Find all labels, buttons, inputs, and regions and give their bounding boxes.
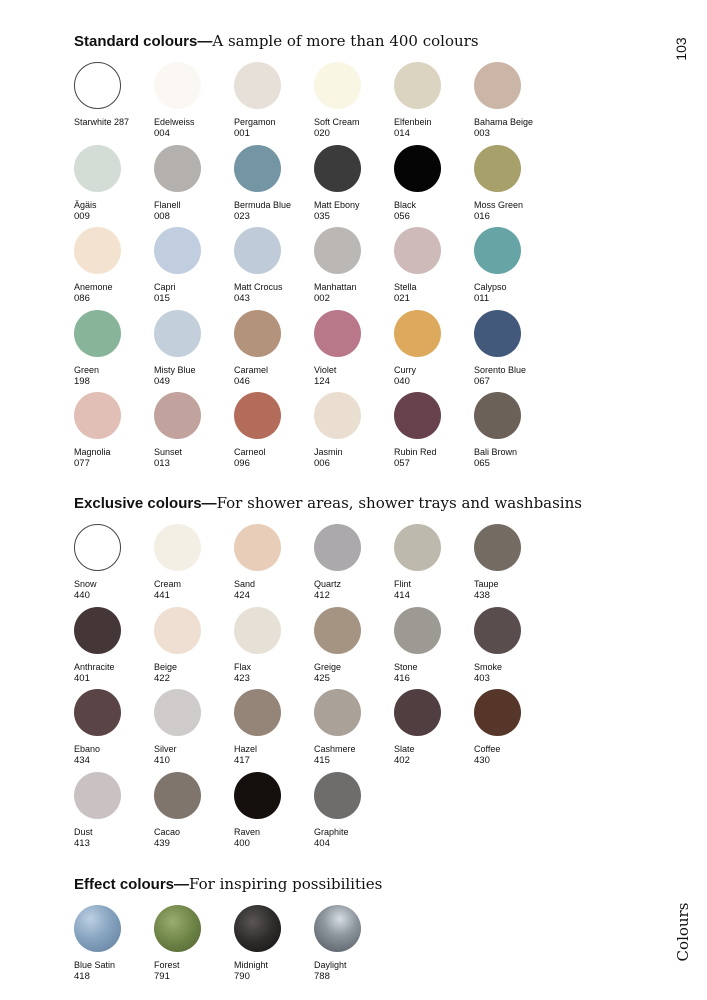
colour-name: Bermuda Blue (234, 199, 292, 210)
colour-code: 002 (314, 293, 330, 304)
colour-code: 441 (154, 590, 170, 601)
colour-name: Sunset (154, 447, 183, 457)
colour-code: 043 (234, 293, 250, 304)
colour-sample-circle (154, 772, 201, 819)
standard-colours-section (74, 31, 534, 482)
colour-code: 046 (234, 375, 250, 387)
colour-sample-circle (74, 905, 121, 952)
colour-code: 077 (74, 458, 90, 469)
colour-sample-circle (474, 392, 521, 439)
colour-swatch (394, 689, 474, 767)
colour-name: Misty Blue (154, 364, 196, 375)
colour-swatch (74, 689, 154, 767)
colour-sample-circle (154, 905, 201, 952)
colour-sample-circle (314, 392, 361, 439)
colour-swatch (154, 227, 234, 305)
colour-sample-circle (314, 145, 361, 192)
colour-code: 086 (74, 293, 90, 304)
colour-sample-circle (314, 607, 361, 654)
colour-swatch (154, 310, 234, 388)
colour-swatch (234, 607, 314, 685)
colour-name: Sand (234, 579, 256, 589)
colour-name: Dust (74, 826, 93, 837)
colour-code: 439 (154, 837, 170, 849)
colour-name: Matt Ebony (314, 199, 360, 210)
colour-swatch (474, 524, 554, 602)
colour-sample-circle (394, 310, 441, 357)
colour-code: 096 (234, 458, 250, 469)
colour-name: Cashmere (314, 744, 356, 754)
colour-code: 009 (74, 210, 90, 222)
colour-swatch (314, 524, 394, 602)
colour-name: Starwhite 287 (74, 117, 130, 127)
colour-sample-circle (394, 392, 441, 439)
colour-sample-circle (74, 392, 121, 439)
colour-sample-circle (234, 310, 281, 357)
colour-name: Anemone (74, 282, 113, 292)
colour-swatch (314, 145, 394, 223)
colour-swatch (234, 310, 314, 388)
colour-code: 791 (154, 971, 170, 982)
colour-name: Hazel (234, 744, 258, 754)
colour-swatch (314, 62, 394, 140)
colour-name: Violet (314, 364, 337, 375)
colour-name: Black (394, 199, 417, 210)
colour-code: 417 (234, 755, 250, 766)
colour-swatch (394, 607, 474, 685)
colour-swatch (474, 607, 554, 685)
colour-name: Matt Crocus (234, 282, 283, 292)
colour-sample-circle (234, 689, 281, 736)
colour-name: Pergamon (234, 117, 276, 127)
colour-swatch (154, 772, 234, 850)
colour-swatch (74, 905, 154, 983)
colour-name: Jasmin (314, 447, 343, 457)
colour-code: 001 (234, 128, 250, 139)
exclusive-colours-section (74, 493, 582, 864)
colour-swatch (314, 689, 394, 767)
colour-swatch (74, 524, 154, 602)
colour-swatch (394, 392, 474, 470)
section-side-label: Colours (674, 902, 692, 962)
colour-sample-circle (74, 62, 121, 109)
colour-swatch (74, 227, 154, 305)
colour-name: Coffee (474, 744, 501, 754)
colour-sample-circle (74, 310, 121, 357)
colour-swatch (314, 607, 394, 685)
colour-name: Daylight (314, 960, 347, 970)
colour-sample-circle (394, 524, 441, 571)
colour-sample-circle (394, 62, 441, 109)
section-title (74, 874, 382, 895)
colour-sample-circle (394, 689, 441, 736)
colour-sample-circle (74, 689, 121, 736)
colour-code: 198 (74, 375, 90, 387)
colour-swatch (234, 689, 314, 767)
colour-sample-circle (154, 62, 201, 109)
colour-sample-circle (74, 772, 121, 819)
colour-sample-circle (474, 310, 521, 357)
colour-name: Moss Green (474, 199, 524, 210)
colour-code: 790 (234, 971, 250, 982)
section-title (74, 493, 582, 514)
colour-name: Blue Satin (74, 960, 116, 970)
colour-name: Anthracite (74, 661, 115, 672)
colour-code: 057 (394, 458, 410, 469)
colour-sample-circle (74, 607, 121, 654)
colour-swatch (154, 62, 234, 140)
colour-swatch (234, 905, 314, 983)
colour-code: 425 (314, 672, 330, 684)
colour-sample-circle (474, 524, 521, 571)
section-title-subtitle: A sample of more than 400 colours (212, 32, 479, 50)
colour-swatch (74, 310, 154, 388)
colour-swatch (74, 607, 154, 685)
colour-code: 424 (234, 590, 250, 601)
colour-code: 011 (474, 293, 490, 304)
colour-code: 015 (154, 293, 170, 304)
colour-code: 438 (474, 590, 490, 601)
colour-name: Raven (234, 826, 261, 837)
colour-sample-circle (234, 62, 281, 109)
colour-sample-circle (314, 689, 361, 736)
colour-code: 415 (314, 755, 330, 766)
colour-code: 401 (74, 672, 90, 684)
colour-sample-circle (314, 772, 361, 819)
colour-name: Greige (314, 661, 342, 672)
colour-sample-circle (234, 607, 281, 654)
section-title-strong: Standard colours— (74, 33, 213, 50)
colour-name: Forest (154, 960, 180, 970)
colour-sample-circle (154, 607, 201, 654)
colour-name: Soft Cream (314, 117, 360, 127)
colour-swatch (394, 310, 474, 388)
colour-name: Rubin Red (394, 447, 437, 457)
colour-swatch (234, 227, 314, 305)
colour-sample-circle (234, 145, 281, 192)
colour-name: Flint (394, 579, 412, 589)
colour-code: 014 (394, 128, 410, 139)
colour-swatch (314, 905, 394, 983)
colour-name: Stone (394, 661, 418, 672)
colour-swatch (154, 905, 234, 983)
swatch-grid (74, 62, 534, 482)
colour-code: 423 (234, 672, 250, 684)
colour-swatch (154, 689, 234, 767)
effect-colours-section (74, 874, 382, 985)
colour-swatch (394, 524, 474, 602)
colour-swatch (474, 62, 554, 140)
colour-code: 021 (394, 293, 410, 304)
colour-code: 788 (314, 971, 330, 982)
colour-sample-circle (74, 227, 121, 274)
colour-name: Midnight (234, 960, 269, 970)
colour-name: Curry (394, 364, 416, 375)
colour-name: Manhattan (314, 282, 357, 292)
colour-name: Edelweiss (154, 117, 195, 127)
colour-sample-circle (234, 392, 281, 439)
colour-swatch (74, 772, 154, 850)
colour-sample-circle (474, 145, 521, 192)
colour-code: 020 (314, 128, 330, 139)
colour-sample-circle (234, 227, 281, 274)
colour-swatch (394, 227, 474, 305)
colour-name: Cacao (154, 826, 181, 837)
colour-swatch (474, 310, 554, 388)
colour-name: Stella (394, 282, 417, 292)
colour-code: 413 (74, 837, 90, 849)
colour-name: Elfenbein (394, 117, 432, 127)
colour-sample-circle (394, 145, 441, 192)
section-title (74, 31, 479, 52)
colour-name: Ägäis (74, 199, 97, 210)
colour-swatch (154, 524, 234, 602)
colour-code: 067 (474, 375, 490, 387)
colour-sample-circle (154, 227, 201, 274)
colour-name: Beige (154, 661, 178, 672)
colour-code: 440 (74, 590, 90, 601)
colour-sample-circle (74, 145, 121, 192)
colour-code: 403 (474, 672, 490, 684)
colour-code: 006 (314, 458, 330, 469)
colour-sample-circle (394, 607, 441, 654)
colour-swatch (74, 145, 154, 223)
colour-name: Slate (394, 744, 415, 754)
colour-swatch (234, 62, 314, 140)
colour-sample-circle (154, 392, 201, 439)
colour-swatch (234, 524, 314, 602)
colour-swatch (474, 392, 554, 470)
colour-sample-circle (394, 227, 441, 274)
colour-swatch (314, 227, 394, 305)
colour-sample-circle (154, 524, 201, 571)
colour-code: 035 (314, 210, 330, 222)
colour-code: 416 (394, 672, 410, 684)
colour-code: 040 (394, 375, 410, 387)
colour-name: Calypso (474, 282, 507, 292)
colour-name: Quartz (314, 579, 342, 589)
colour-name: Capri (154, 282, 176, 292)
page-number: 103 (673, 37, 689, 61)
colour-name: Caramel (234, 364, 269, 375)
colour-sample-circle (314, 310, 361, 357)
colour-swatch (234, 145, 314, 223)
colour-code: 422 (154, 672, 170, 684)
colour-name: Flanell (154, 199, 181, 210)
colour-code: 023 (234, 210, 250, 222)
colour-code: 065 (474, 458, 490, 469)
colour-sample-circle (314, 905, 361, 952)
swatch-grid (74, 524, 582, 864)
colour-sample-circle (314, 62, 361, 109)
colour-name: Silver (154, 744, 177, 754)
colour-swatch (314, 392, 394, 470)
colour-code: 412 (314, 590, 330, 601)
colour-code: 003 (474, 128, 490, 139)
colour-code: 414 (394, 590, 410, 601)
colour-name: Carneol (234, 447, 266, 457)
colour-code: 430 (474, 755, 490, 766)
section-title-strong: Exclusive colours— (74, 495, 217, 512)
colour-name: Green (74, 364, 100, 375)
colour-sample-circle (314, 227, 361, 274)
colour-sample-circle (154, 145, 201, 192)
colour-code: 013 (154, 458, 170, 469)
colour-code: 124 (314, 375, 330, 387)
colour-swatch (474, 227, 554, 305)
colour-sample-circle (234, 772, 281, 819)
colour-code: 400 (234, 837, 250, 849)
colour-swatch (234, 392, 314, 470)
colour-swatch (394, 145, 474, 223)
colour-code: 049 (154, 375, 170, 387)
colour-swatch (234, 772, 314, 850)
colour-code: 418 (74, 971, 90, 982)
colour-swatch (74, 392, 154, 470)
colour-swatch (314, 310, 394, 388)
colour-sample-circle (234, 524, 281, 571)
colour-code: 404 (314, 837, 330, 849)
colour-name: Ebano (74, 744, 101, 754)
colour-sample-circle (474, 62, 521, 109)
colour-name: Taupe (474, 579, 499, 589)
section-title-subtitle: For shower areas, shower trays and washbasins (216, 494, 582, 512)
colour-swatch (474, 689, 554, 767)
colour-name: Smoke (474, 661, 503, 672)
colour-swatch (154, 145, 234, 223)
colour-sample-circle (474, 689, 521, 736)
colour-name: Bahama Beige (474, 117, 534, 127)
colour-swatch (394, 62, 474, 140)
colour-name: Sorento Blue (474, 364, 527, 375)
colour-sample-circle (234, 905, 281, 952)
colour-code: 434 (74, 755, 90, 766)
colour-swatch (74, 62, 154, 128)
swatch-grid (74, 905, 382, 985)
colour-swatch (314, 772, 394, 850)
colour-code: 004 (154, 128, 170, 139)
colour-name: Flax (234, 661, 252, 672)
colour-swatch (474, 145, 554, 223)
colour-name: Magnolia (74, 447, 111, 457)
section-title-subtitle: For inspiring possibilities (189, 875, 383, 893)
colour-sample-circle (154, 310, 201, 357)
colour-name: Cream (154, 579, 182, 589)
section-title-strong: Effect colours— (74, 876, 190, 893)
colour-name: Graphite (314, 826, 349, 837)
colour-name: Snow (74, 579, 97, 589)
colour-name: Bali Brown (474, 447, 518, 457)
colour-code: 056 (394, 210, 410, 222)
colour-code: 410 (154, 755, 170, 766)
colour-sample-circle (474, 607, 521, 654)
colour-sample-circle (74, 524, 121, 571)
colour-sample-circle (474, 227, 521, 274)
colour-code: 008 (154, 210, 170, 222)
colour-code: 402 (394, 755, 410, 766)
colour-swatch (154, 392, 234, 470)
colour-code: 016 (474, 210, 490, 222)
colour-sample-circle (154, 689, 201, 736)
colour-swatch (154, 607, 234, 685)
colour-sample-circle (314, 524, 361, 571)
